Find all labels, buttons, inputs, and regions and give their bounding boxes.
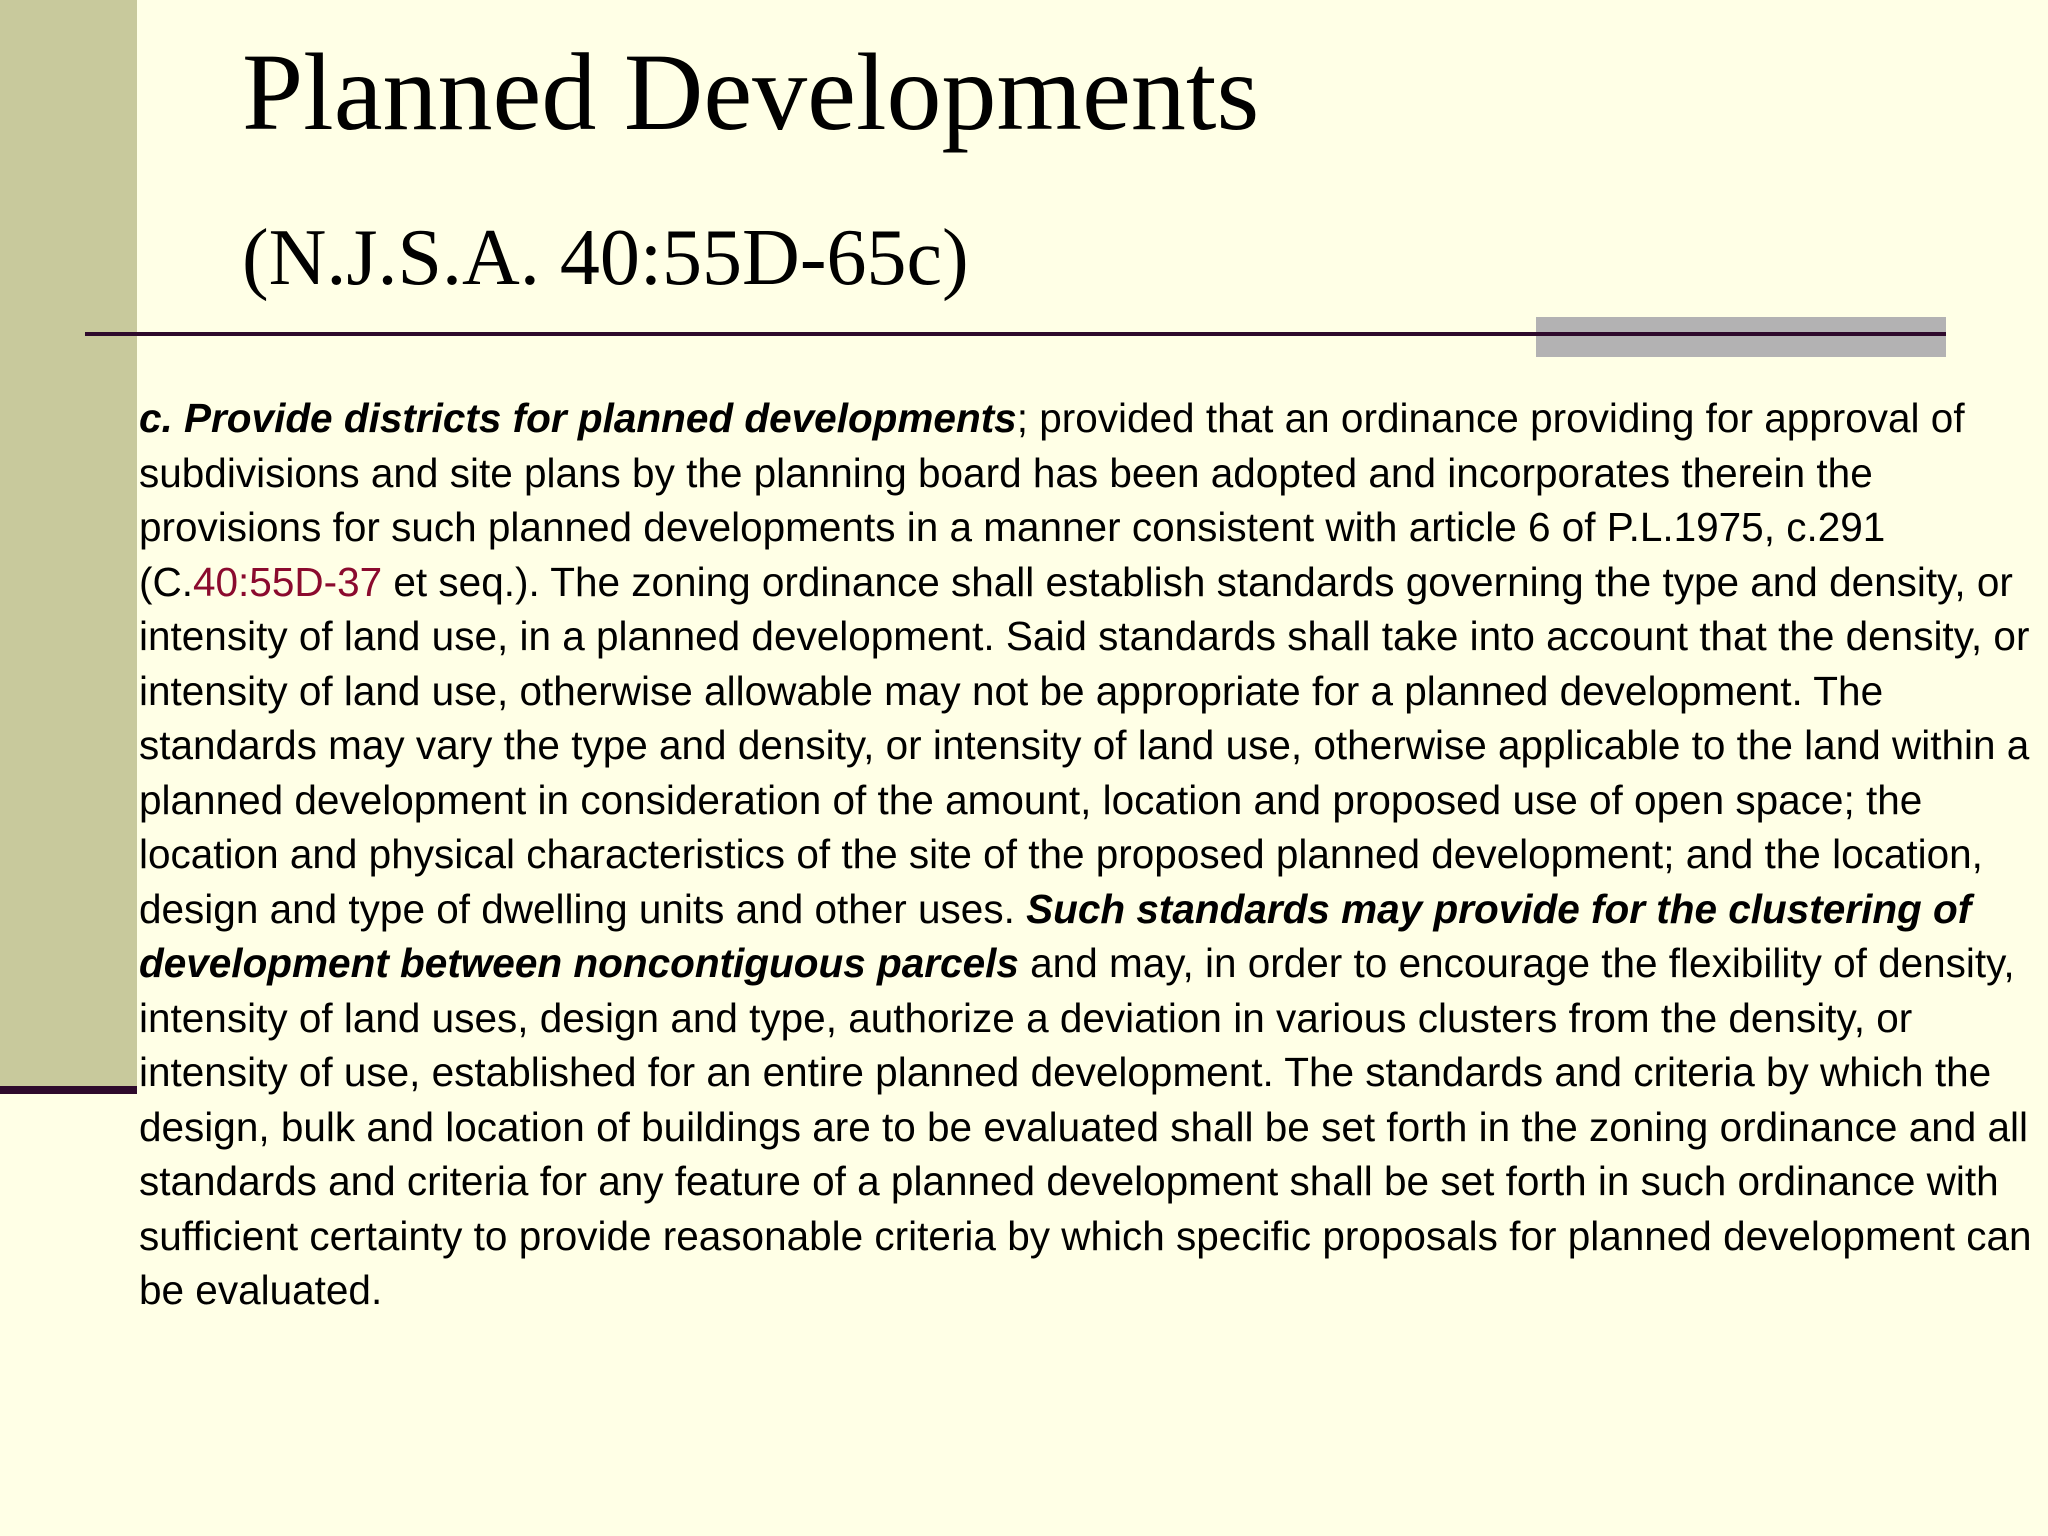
rule-accent-block <box>1536 317 1946 357</box>
slide-title: Planned Developments <box>242 31 1260 153</box>
statute-body-text <box>139 391 2039 1318</box>
body-text-segment-3: and may, in order to encourage the flexibility of density, intensity of land uses, design and type, authorize a deviation in various clusters from the density, or intensity of use, established for an entire planned development. The standards and criteria by which the design, bulk and location of buildings are to be evaluated shall be set forth in the zoning ordinance and all standards and criteria for any feature of a planned development shall be set forth in such ordinance with sufficient certainty to provide reasonable criteria by which specific proposals for planned development can be evaluated. <box>139 940 2032 1313</box>
statute-link[interactable]: 40:55D-37 <box>193 558 383 605</box>
body-text-segment-2: et seq.). The zoning ordinance shall establish standards governing the type and density, or intensity of land use, in a planned development. Said standards shall take into account that the density, or intensity of land use, otherwise allowable may not be appropriate for a planned development. The standards may vary the type and density, or intensity of land use, otherwise applicable to the land within a planned development in consideration of the amount, location and proposed use of open space; the location and physical characteristics of the site of the proposed planned development; and the location, design and type of dwelling units and other uses. <box>139 558 2030 932</box>
emphasis-text: Such standards may provide for the clustering of development between noncontiguous parcels <box>139 885 1972 986</box>
title-divider-rule <box>85 332 1946 336</box>
side-accent-bar <box>0 0 137 1086</box>
side-accent-underline <box>0 1086 137 1094</box>
body-text-segment-1: ; provided that an ordinance providing for approval of subdivisions and site plans by the planning board has been adopted and incorporates therein the provisions for such planned developments in a manner consistent with article 6 of P.L.1975, c.291 (C. <box>139 395 1965 605</box>
slide-subtitle: (N.J.S.A. 40:55D-65c) <box>242 214 969 302</box>
lead-heading: c. Provide districts for planned developments <box>139 395 1017 441</box>
